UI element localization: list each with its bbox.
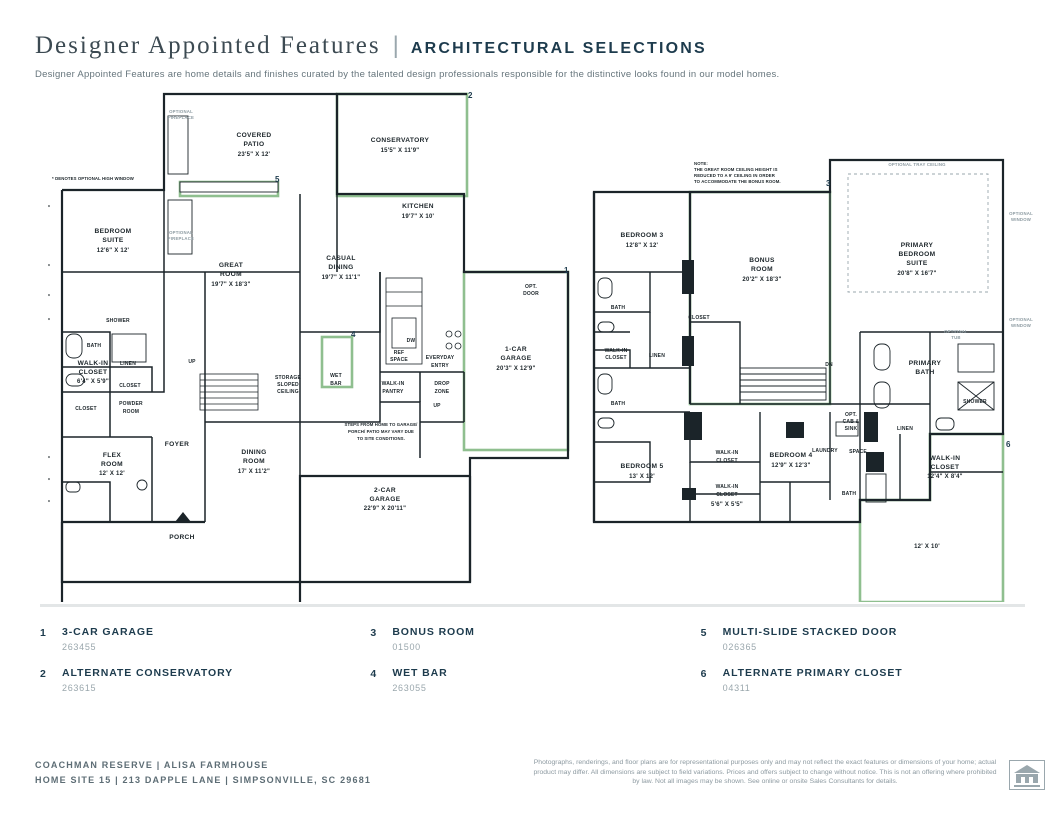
svg-text:STORAGE: STORAGE: [274, 375, 302, 381]
svg-text:GARAGE: GARAGE: [369, 496, 401, 503]
svg-text:WALK-IN: WALK-IN: [929, 455, 961, 462]
svg-text:SHOWER: SHOWER: [963, 399, 987, 405]
floor-plan-drawing: [0, 82, 1055, 602]
svg-text:UP: UP: [188, 359, 196, 365]
svg-text:ROOM: ROOM: [243, 458, 265, 465]
svg-text:CLOSET: CLOSET: [716, 492, 738, 498]
svg-text:OPTIONAL TRAY CEILING: OPTIONAL TRAY CEILING: [888, 162, 946, 167]
svg-text:SPACE: SPACE: [390, 357, 408, 363]
svg-text:ROOM: ROOM: [751, 266, 773, 273]
legend-item: [40, 626, 364, 667]
optional-window-note: * DENOTES OPTIONAL HIGH WINDOW: [52, 176, 134, 181]
svg-text:WALK-IN: WALK-IN: [77, 360, 109, 367]
svg-text:CAB &: CAB &: [842, 419, 860, 425]
svg-text:20'8" X 16'7": 20'8" X 16'7": [897, 271, 937, 277]
svg-text:17' X 11'2": 17' X 11'2": [237, 469, 271, 475]
svg-text:PANTRY: PANTRY: [382, 389, 404, 395]
svg-text:GARAGE: GARAGE: [500, 355, 532, 362]
page-description: Designer Appointed Features are home details and finishes curated by the talented design professionals responsible for the distinctive looks found in our model homes.: [35, 69, 780, 80]
svg-text:12' X 10': 12' X 10': [914, 544, 940, 550]
section-divider: [40, 604, 1025, 607]
svg-text:*: *: [48, 500, 51, 506]
svg-text:19'7" X 11'1": 19'7" X 11'1": [321, 275, 361, 281]
svg-text:12'9" X 12'3": 12'9" X 12'3": [771, 463, 811, 469]
legend-number: 3: [370, 627, 377, 639]
svg-text:SUITE: SUITE: [906, 260, 928, 267]
svg-text:6'4" X 5'9": 6'4" X 5'9": [77, 379, 109, 385]
legend-code: 263455: [62, 642, 97, 652]
legend-number: 2: [40, 668, 46, 680]
svg-text:BATH: BATH: [841, 491, 857, 497]
svg-text:12' X 12': 12' X 12': [99, 471, 125, 477]
svg-text:BATH: BATH: [915, 369, 935, 376]
svg-text:CLOSET: CLOSET: [119, 383, 141, 389]
svg-text:ROOM: ROOM: [220, 271, 242, 278]
svg-text:STEPS FROM HOME TO GARAGE/: STEPS FROM HOME TO GARAGE/: [344, 422, 418, 427]
svg-text:LAUNDRY: LAUNDRY: [812, 448, 838, 454]
svg-text:BEDROOM 4: BEDROOM 4: [769, 452, 813, 459]
svg-text:EVERYDAY: EVERYDAY: [425, 355, 455, 361]
svg-text:12'8" X 12': 12'8" X 12': [625, 243, 659, 249]
svg-text:PRIMARY: PRIMARY: [908, 360, 942, 367]
callout-2: 2: [468, 91, 473, 100]
svg-text:20'2" X 18'3": 20'2" X 18'3": [742, 277, 782, 283]
svg-text:KITCHEN: KITCHEN: [402, 203, 434, 210]
svg-text:5'6" X 5'5": 5'6" X 5'5": [711, 502, 743, 508]
svg-text:WALK-IN: WALK-IN: [715, 450, 739, 456]
page-subtitle-heading: ARCHITECTURAL SELECTIONS: [410, 40, 707, 57]
page-title: Designer Appointed Features: [35, 32, 381, 59]
svg-text:WALK-IN: WALK-IN: [715, 484, 739, 490]
svg-text:LINEN: LINEN: [897, 426, 913, 432]
legend-item: [40, 667, 364, 708]
svg-text:*: *: [48, 294, 51, 300]
svg-text:FIREPLACE: FIREPLACE: [167, 236, 195, 241]
svg-text:BEDROOM: BEDROOM: [898, 251, 936, 258]
svg-text:CLOSET: CLOSET: [75, 406, 97, 412]
svg-text:15'5" X 11'9": 15'5" X 11'9": [380, 148, 420, 154]
svg-text:WALK-IN: WALK-IN: [381, 381, 405, 387]
title-separator: |: [392, 32, 399, 59]
svg-text:SHOWER: SHOWER: [106, 318, 130, 324]
legend-code: 04311: [722, 683, 751, 693]
svg-text:WINDOW: WINDOW: [1010, 323, 1032, 328]
svg-text:*: *: [48, 318, 51, 324]
callout-5: 5: [275, 175, 280, 184]
svg-text:OPTIONAL: OPTIONAL: [169, 109, 193, 114]
legend-number: 4: [370, 668, 377, 680]
svg-text:DN: DN: [825, 362, 833, 368]
svg-text:19'7" X 18'3": 19'7" X 18'3": [211, 282, 251, 288]
legend-number: 5: [700, 627, 707, 639]
svg-text:OPT.: OPT.: [845, 412, 857, 418]
svg-text:SUITE: SUITE: [102, 237, 124, 244]
callout-1: 1: [564, 266, 569, 275]
second-floor-plan: [594, 160, 1033, 602]
svg-text:DROP: DROP: [434, 381, 450, 387]
svg-text:PORCH: PORCH: [169, 534, 195, 541]
svg-text:TO ACCOMMODATE THE BONUS ROOM.: TO ACCOMMODATE THE BONUS ROOM.: [694, 179, 781, 184]
svg-text:UP: UP: [433, 403, 441, 409]
svg-text:13' X 12': 13' X 12': [629, 474, 655, 480]
svg-text:OPTIONAL: OPTIONAL: [1009, 317, 1033, 322]
svg-text:PORCH/ PATIO MAY VARY DUE: PORCH/ PATIO MAY VARY DUE: [347, 429, 415, 434]
svg-text:BONUS: BONUS: [749, 257, 775, 264]
svg-text:LINEN: LINEN: [120, 361, 136, 367]
legend-item: [701, 626, 1025, 667]
svg-text:FOYER: FOYER: [164, 441, 190, 448]
svg-text:TO SITE CONDITIONS.: TO SITE CONDITIONS.: [357, 436, 405, 441]
svg-text:CLOSET: CLOSET: [605, 355, 627, 361]
svg-text:THE GREAT ROOM CEILING HEIGHT: THE GREAT ROOM CEILING HEIGHT IS: [694, 167, 778, 172]
legend-code: 263055: [392, 683, 427, 693]
svg-text:REF: REF: [393, 350, 405, 356]
legend-label: MULTI-SLIDE STACKED DOOR: [722, 626, 898, 638]
svg-text:22'9" X 20'11": 22'9" X 20'11": [363, 506, 407, 512]
svg-text:OPTIONAL: OPTIONAL: [1009, 211, 1033, 216]
svg-text:BEDROOM: BEDROOM: [94, 228, 132, 235]
page-footer: [0, 748, 1055, 815]
legend-label: BONUS ROOM: [392, 626, 475, 638]
first-floor-walls: [62, 94, 568, 602]
svg-text:PATIO: PATIO: [243, 141, 265, 148]
svg-text:TUB: TUB: [951, 335, 961, 340]
first-floor-plan: [48, 91, 569, 602]
svg-text:LINEN: LINEN: [649, 353, 665, 359]
svg-text:ROOM: ROOM: [101, 461, 123, 468]
svg-text:COVERED: COVERED: [236, 132, 272, 139]
svg-text:*: *: [48, 478, 51, 484]
svg-text:CONSERVATORY: CONSERVATORY: [370, 137, 430, 144]
page-header: [35, 32, 1025, 80]
svg-text:OPT.: OPT.: [525, 284, 537, 290]
community-name: COACHMAN RESERVE | ALISA FARMHOUSE: [35, 760, 269, 770]
svg-text:BATH: BATH: [610, 401, 626, 407]
community-info: [35, 758, 371, 788]
legend-item: [701, 667, 1025, 708]
home-site-address: HOME SITE 15 | 213 DAPPLE LANE | SIMPSONVILLE, SC 29681: [35, 775, 372, 785]
callout-6: 6: [1006, 440, 1011, 449]
legend-label: WET BAR: [392, 667, 448, 679]
svg-text:NOTE:: NOTE:: [694, 161, 708, 166]
svg-text:CASUAL: CASUAL: [326, 255, 356, 262]
legend-code: 026365: [722, 642, 757, 652]
svg-text:CEILING: CEILING: [277, 389, 299, 395]
svg-text:BATH: BATH: [86, 343, 102, 349]
svg-text:*: *: [48, 264, 51, 270]
callout-4: 4: [351, 330, 356, 339]
svg-text:2-CAR: 2-CAR: [374, 487, 396, 494]
svg-text:19'7" X 10': 19'7" X 10': [401, 214, 435, 220]
svg-text:REDUCED TO A 9' CEILING IN ORD: REDUCED TO A 9' CEILING IN ORDER: [694, 173, 775, 178]
svg-text:WINDOW: WINDOW: [1010, 217, 1032, 222]
svg-text:BEDROOM 5: BEDROOM 5: [620, 463, 664, 470]
svg-text:DINING: DINING: [328, 264, 354, 271]
svg-text:WALK-IN: WALK-IN: [604, 348, 628, 354]
legend-label: ALTERNATE PRIMARY CLOSET: [722, 667, 903, 679]
legend-label: ALTERNATE CONSERVATORY: [62, 667, 234, 679]
svg-text:*: *: [48, 456, 51, 462]
svg-text:1-CAR: 1-CAR: [505, 346, 527, 353]
svg-text:SLOPED: SLOPED: [277, 382, 299, 388]
svg-text:SINK: SINK: [844, 426, 858, 432]
legend-number: 1: [40, 627, 46, 639]
svg-text:12'4" X 8'4": 12'4" X 8'4": [927, 474, 963, 480]
callout-3: 3: [826, 179, 831, 188]
svg-text:CLOSET: CLOSET: [78, 369, 108, 376]
legend-number: 6: [700, 668, 707, 680]
svg-text:GREAT: GREAT: [218, 262, 244, 269]
legend-label: 3-CAR GARAGE: [62, 626, 154, 638]
svg-text:CLOSET: CLOSET: [716, 458, 738, 464]
svg-text:20'3" X 12'9": 20'3" X 12'9": [496, 366, 536, 372]
legend-code: 263615: [62, 683, 97, 693]
highlight-regions-2: [690, 192, 1003, 602]
legend-item: [370, 667, 694, 708]
svg-text:*: *: [48, 205, 51, 211]
svg-text:WET: WET: [330, 373, 342, 379]
disclaimer-text: Photographs, renderings, and floor plans are for representational purposes only and may not reflect the exact features or dimensions of your home; actual product may differ. All dimensions are subject to field variations. Prices and offers subject to change without notice. This is not an offering where prohibited by law. Not all images may be shown. See online or onsite Sales Consultants for details.: [533, 759, 997, 786]
svg-text:DINING: DINING: [241, 449, 267, 456]
equal-housing-opportunity-icon: [1009, 760, 1045, 790]
svg-text:23'5" X 12': 23'5" X 12': [237, 152, 271, 158]
title-row: [35, 32, 1025, 60]
svg-text:BATH: BATH: [610, 305, 626, 311]
legend-code: 01500: [392, 642, 421, 652]
svg-text:OPTIONAL: OPTIONAL: [944, 329, 968, 334]
svg-text:PRIMARY: PRIMARY: [900, 242, 934, 249]
feature-legend: [40, 626, 1025, 708]
svg-text:FLEX: FLEX: [102, 452, 122, 459]
svg-text:ROOM: ROOM: [122, 409, 140, 415]
legend-item: [370, 626, 694, 667]
svg-text:SPACE: SPACE: [849, 449, 867, 455]
svg-text:CLOSET: CLOSET: [688, 315, 710, 321]
svg-text:ENTRY: ENTRY: [431, 363, 449, 369]
svg-text:CLOSET: CLOSET: [930, 464, 960, 471]
svg-text:DW: DW: [406, 338, 416, 344]
svg-text:BAR: BAR: [330, 381, 342, 387]
svg-text:OPTIONAL: OPTIONAL: [169, 230, 193, 235]
svg-text:BEDROOM 3: BEDROOM 3: [620, 232, 664, 239]
svg-text:12'6" X 12': 12'6" X 12': [96, 248, 130, 254]
svg-text:DOOR: DOOR: [523, 291, 539, 297]
svg-text:POWDER: POWDER: [119, 401, 143, 407]
svg-text:ZONE: ZONE: [434, 389, 450, 395]
svg-text:FIREPLACE: FIREPLACE: [167, 115, 195, 120]
